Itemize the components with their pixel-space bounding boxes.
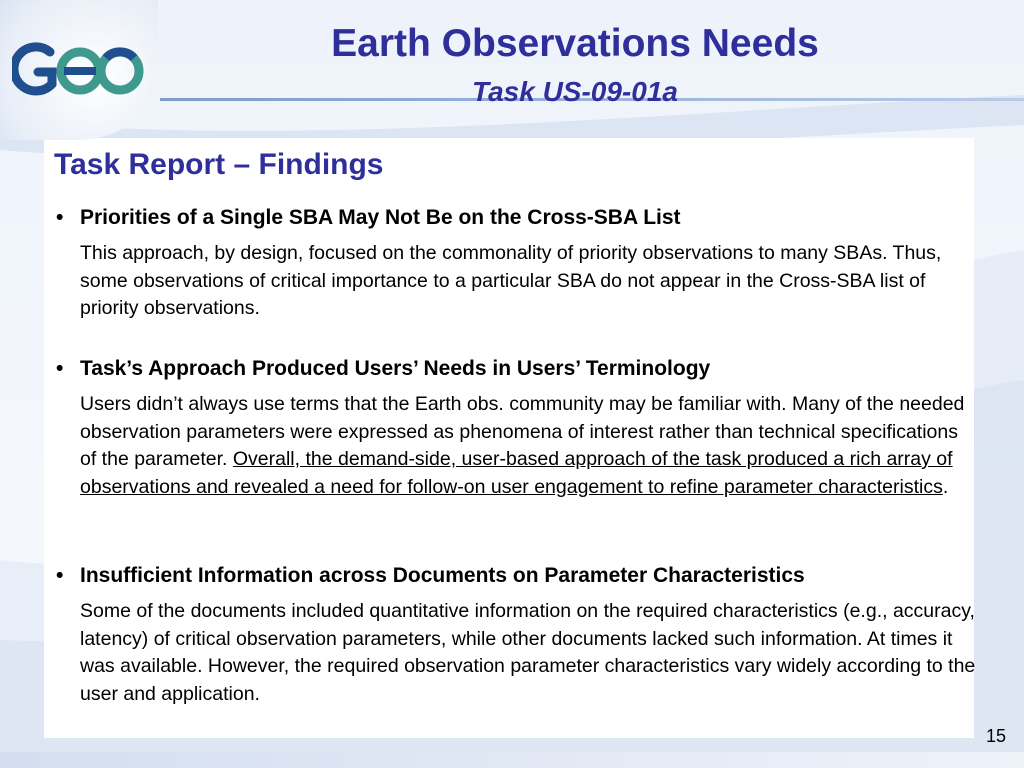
finding-body: This approach, by design, focused on the commonality of priority observations to many SBAs. Thus, some observations of critical importance to a particular SBA do not appear in the Cross-SBA list of priority observations. [80, 242, 942, 319]
finding-section-1 [56, 206, 976, 323]
bullet-icon: • [56, 564, 64, 587]
page-number: 15 [986, 726, 1007, 746]
finding-section-2 [56, 357, 976, 501]
finding-body-text: Users didn’t always use terms that the Earth obs. community may be familiar with. Many of the needed observation parameters were expressed as phenomena of interest rather than technical specifications of the parameter. [80, 393, 965, 470]
finding-heading: Task’s Approach Produced Users’ Needs in Users’ Terminology [80, 357, 711, 380]
finding-body-underlined: Overall, the demand-side, user-based approach of the task produced a rich array of observations and revealed a need for follow-on user engagement to refine parameter characteristics [80, 448, 953, 498]
bullet-icon: • [56, 357, 64, 380]
page-title: Earth Observations Needs [331, 22, 819, 65]
finding-body-end: . [942, 475, 949, 498]
finding-section-3 [56, 564, 976, 708]
finding-heading: Insufficient Information across Documents on Parameter Characteristics [80, 564, 805, 587]
page-subtitle: Task US-09-01a [472, 76, 678, 107]
finding-heading: Priorities of a Single SBA May Not Be on the Cross-SBA List [80, 206, 681, 229]
finding-body: Some of the documents included quantitative information on the required characteristics (e.g., accuracy, latency) of critical observation parameters, while other documents lacked such information. At times it was available. However, the required observation parameter characteristics vary widely according to the user and application. [80, 600, 976, 705]
bullet-icon: • [56, 206, 64, 229]
finding-body [80, 391, 976, 501]
report-heading: Task Report – Findings [54, 148, 384, 181]
footer-band [0, 752, 1024, 768]
